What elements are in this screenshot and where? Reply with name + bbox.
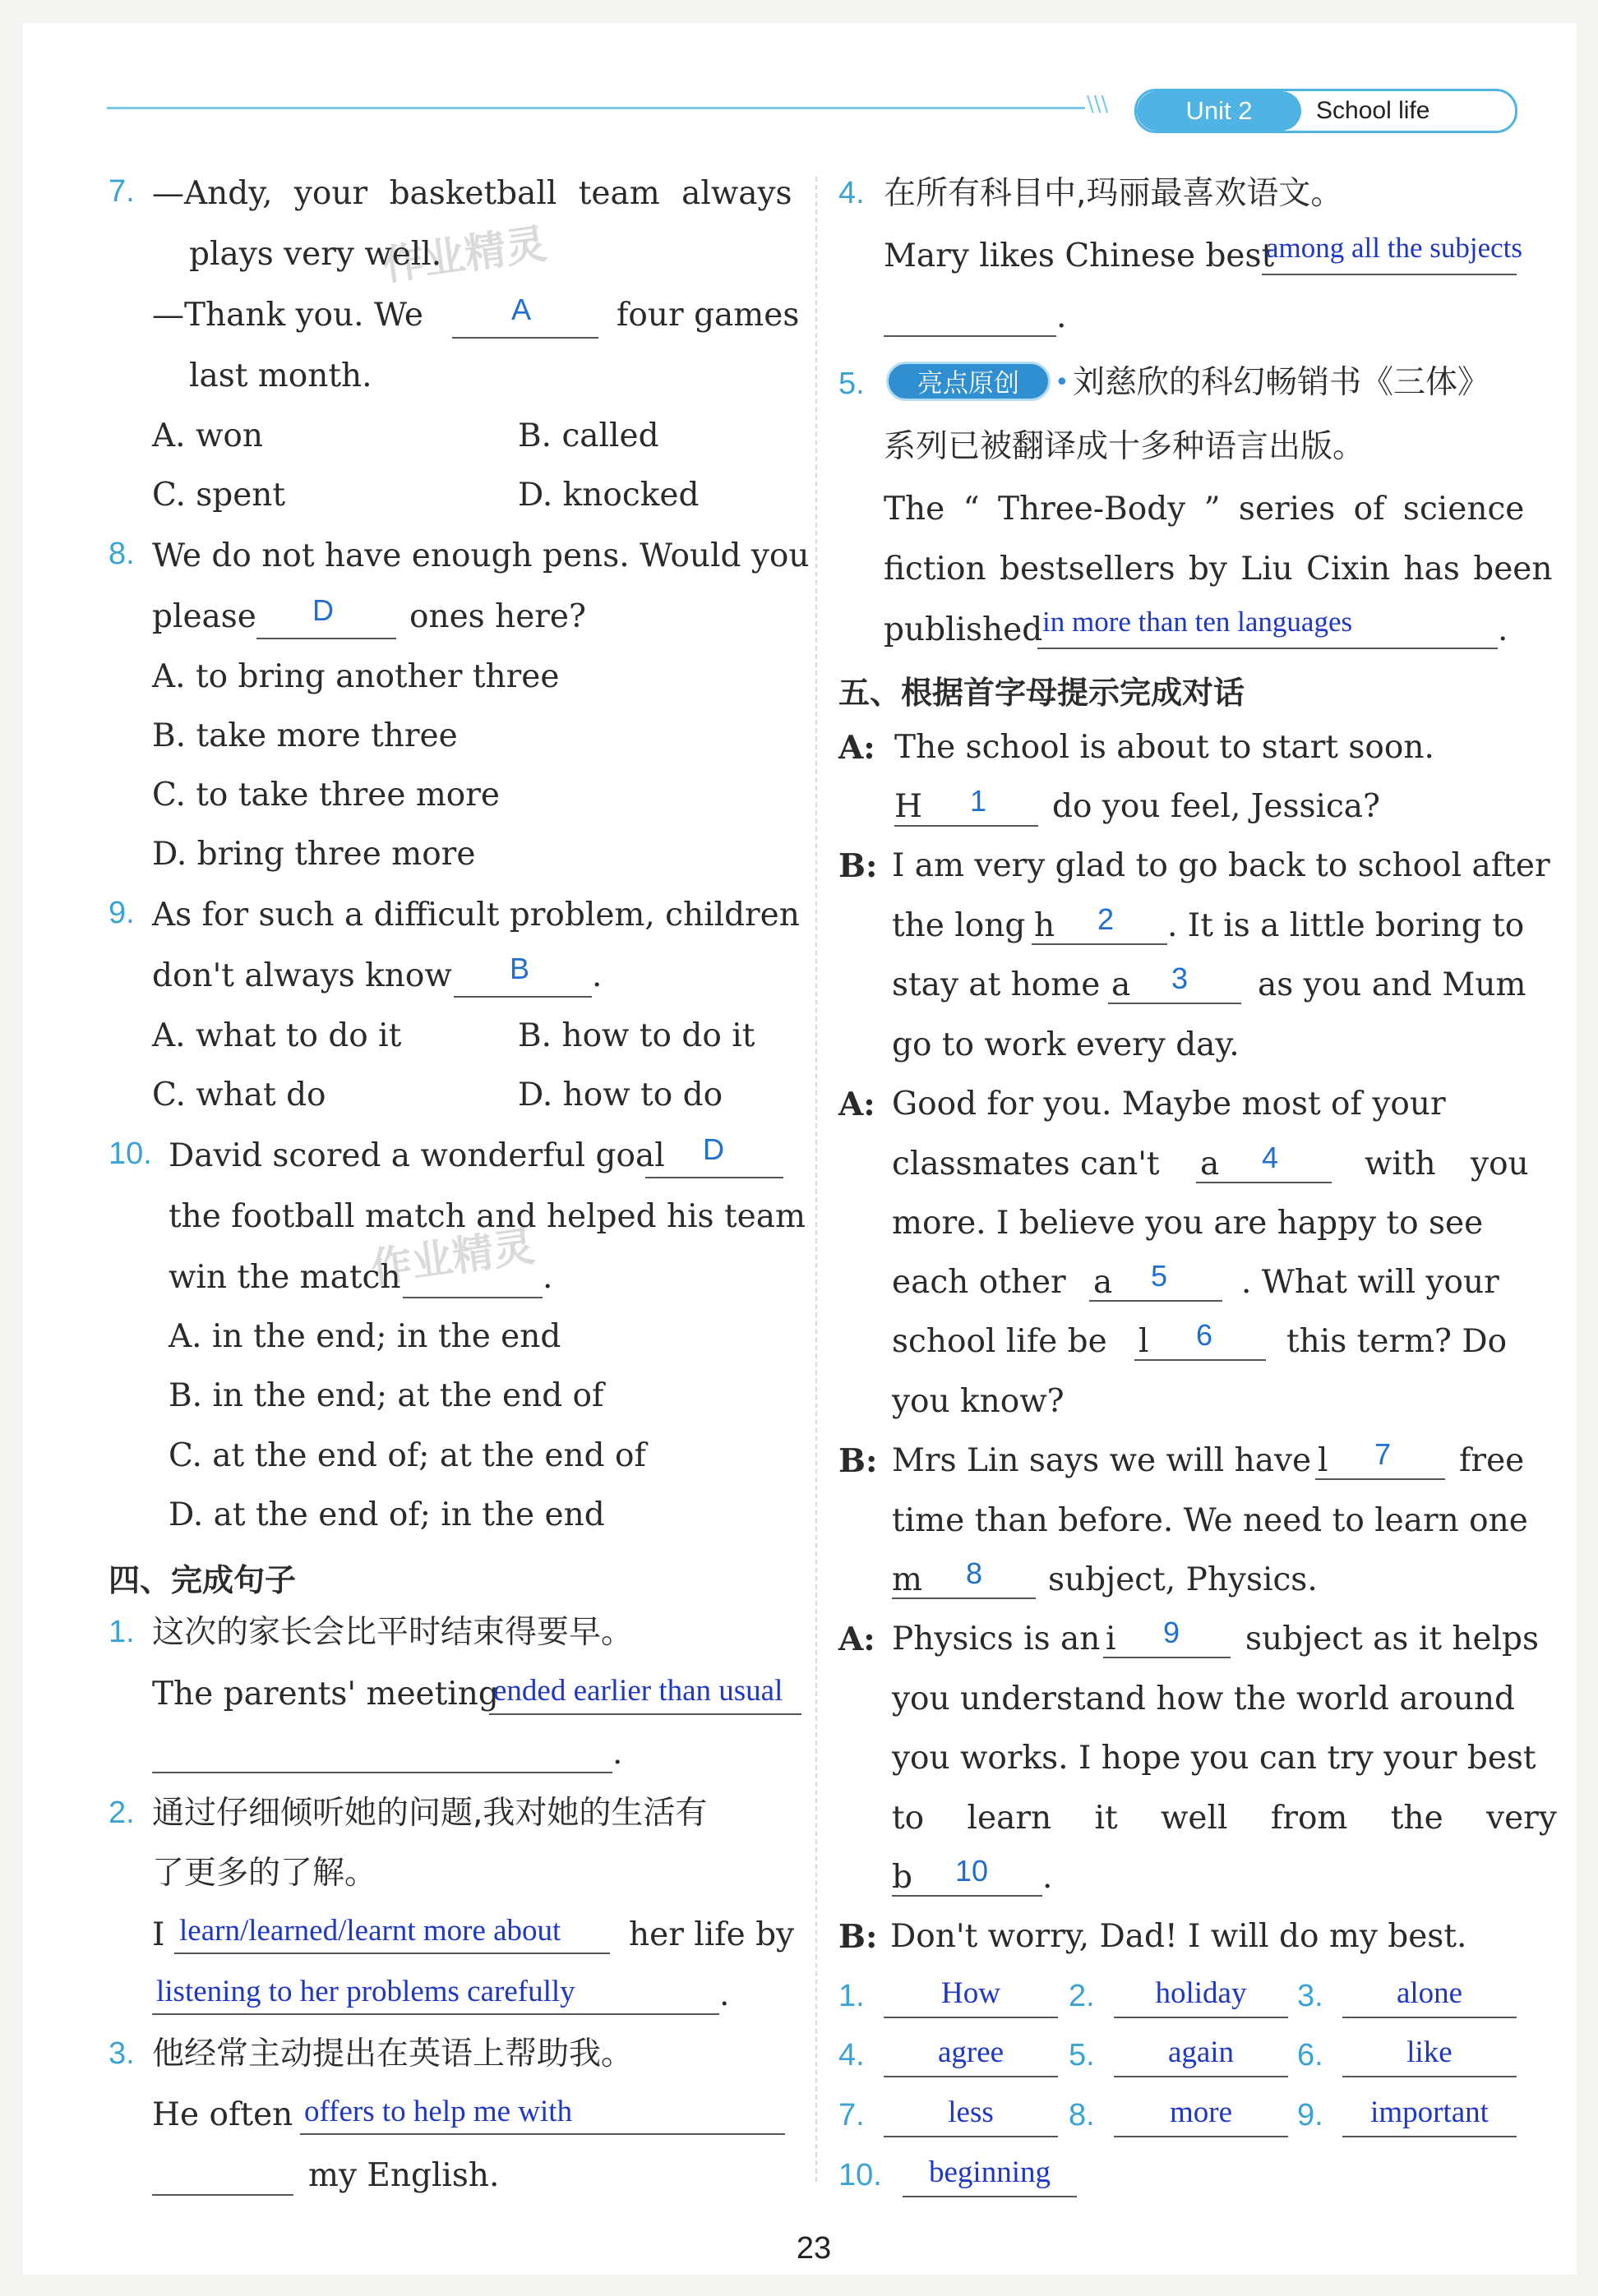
dialogue-text: school life be bbox=[892, 1323, 1107, 1360]
speaker-label: B: bbox=[838, 1442, 878, 1480]
question-text: —Andy, your basketball team always bbox=[152, 175, 792, 212]
question-text: . bbox=[543, 1259, 553, 1296]
answer-key-number: 3. bbox=[1297, 1979, 1323, 2013]
blank-number: 1 bbox=[970, 784, 987, 818]
column-divider bbox=[815, 177, 817, 2182]
filled-answer: among all the subjects bbox=[1266, 232, 1523, 264]
dialogue-text: l bbox=[1138, 1323, 1149, 1360]
filled-answer: ended earlier than usual bbox=[493, 1674, 783, 1708]
dialogue-text: Don't worry, Dad! I will do my best. bbox=[890, 1918, 1467, 1955]
dialogue-text: H bbox=[894, 788, 923, 825]
answer-blank bbox=[489, 1713, 801, 1715]
answer-blank bbox=[1114, 2017, 1288, 2018]
question-text: . bbox=[1498, 611, 1508, 648]
speaker-label: A: bbox=[838, 1621, 875, 1658]
option-d: D. at the end of; in the end bbox=[169, 1496, 605, 1533]
question-text: As for such a difficult problem, children bbox=[152, 897, 800, 934]
option-c: C. to take three more bbox=[152, 777, 501, 814]
question-text: plays very well. bbox=[189, 236, 442, 273]
unit-label: Unit 2 bbox=[1137, 91, 1301, 131]
answer-blank bbox=[1262, 274, 1517, 275]
dialogue-text: stay at home bbox=[892, 966, 1101, 1003]
question-number: 7. bbox=[109, 174, 135, 209]
answer-blank bbox=[884, 2017, 1058, 2018]
question-number: 5. bbox=[838, 367, 865, 401]
speaker-label: B: bbox=[838, 847, 878, 885]
dialogue-text: do you feel, Jessica? bbox=[1052, 788, 1380, 825]
question-text: . bbox=[612, 1735, 623, 1772]
question-text: He often bbox=[152, 2096, 293, 2133]
question-text: . bbox=[1056, 298, 1067, 335]
dialogue-text: Good for you. Maybe most of your bbox=[892, 1086, 1446, 1123]
dialogue-text: a bbox=[1093, 1264, 1113, 1301]
answer-blank bbox=[1342, 2076, 1517, 2077]
answer-key-word: more bbox=[1169, 2095, 1233, 2129]
dialogue-text: l bbox=[1318, 1442, 1328, 1479]
filled-answer: D bbox=[312, 593, 334, 627]
dialogue-text: as you and Mum bbox=[1258, 966, 1526, 1003]
option-d: D. knocked bbox=[518, 477, 700, 514]
blank-number: 7 bbox=[1374, 1437, 1392, 1471]
original-badge: 亮点原创 bbox=[886, 362, 1051, 401]
dialogue-text: free bbox=[1459, 1442, 1525, 1479]
unit-header-pill bbox=[1134, 89, 1517, 133]
answer-key-word: How bbox=[941, 1976, 1000, 2010]
option-c: C. what do bbox=[152, 1077, 326, 1113]
chinese-prompt: 通过仔细倾听她的问题,我对她的生活有 bbox=[152, 1795, 708, 1832]
answer-blank bbox=[903, 2196, 1077, 2197]
dialogue-text: The school is about to start soon. bbox=[894, 729, 1434, 766]
dialogue-text: i bbox=[1106, 1621, 1116, 1657]
filled-answer: in more than ten languages bbox=[1042, 606, 1353, 638]
chinese-prompt: 刘慈欣的科幻畅销书《三体》 bbox=[1073, 364, 1490, 401]
answer-key-number: 1. bbox=[838, 1979, 865, 2013]
dialogue-text: to learn it well from the very bbox=[892, 1800, 1557, 1837]
answer-blank bbox=[1315, 1478, 1445, 1480]
question-text: fiction bestsellers by Liu Cixin has been bbox=[884, 551, 1553, 588]
answer-blank bbox=[1114, 2136, 1288, 2137]
answer-key-word: important bbox=[1370, 2095, 1489, 2129]
answer-blank bbox=[1114, 2076, 1288, 2077]
answer-blank bbox=[1037, 648, 1498, 649]
question-text: We do not have enough pens. Would you bbox=[152, 537, 810, 574]
answer-blank bbox=[454, 996, 592, 998]
answer-key-word: holiday bbox=[1155, 1976, 1247, 2010]
answer-blank bbox=[403, 1297, 543, 1298]
dialogue-text: time than before. We need to learn one bbox=[892, 1502, 1528, 1539]
question-text: I bbox=[152, 1916, 165, 1953]
answer-blank bbox=[894, 825, 1038, 827]
filled-answer: learn/learned/learnt more about bbox=[179, 1914, 561, 1948]
filled-answer: D bbox=[703, 1132, 724, 1166]
answer-blank bbox=[892, 1598, 1036, 1599]
answer-key-number: 7. bbox=[838, 2098, 865, 2132]
question-number: 3. bbox=[109, 2036, 135, 2071]
answer-blank bbox=[645, 1177, 783, 1178]
option-c: C. at the end of; at the end of bbox=[169, 1437, 646, 1474]
filled-answer: B bbox=[510, 952, 530, 985]
question-text: . bbox=[592, 957, 603, 994]
header-rule bbox=[107, 107, 1085, 109]
unit-title: School life bbox=[1316, 97, 1430, 124]
dialogue-text: Physics is an bbox=[892, 1621, 1101, 1657]
answer-blank bbox=[884, 2076, 1058, 2077]
question-text: . bbox=[719, 1976, 730, 2013]
dialogue-text: . bbox=[1042, 1859, 1053, 1896]
option-b: B. take more three bbox=[152, 717, 458, 754]
dialogue-text: you understand how the world around bbox=[892, 1681, 1515, 1717]
dialogue-text: with you bbox=[1365, 1146, 1529, 1183]
question-text: please bbox=[152, 598, 256, 635]
dialogue-text: go to work every day. bbox=[892, 1026, 1240, 1063]
blank-number: 3 bbox=[1171, 961, 1189, 995]
watermark-logo: 作业精灵 bbox=[367, 1222, 538, 1293]
answer-blank bbox=[152, 2013, 719, 2015]
question-text: David scored a wonderful goal bbox=[169, 1137, 665, 1174]
answer-key-number: 9. bbox=[1297, 2098, 1323, 2132]
answer-key-number: 8. bbox=[1069, 2098, 1095, 2132]
answer-key-number: 6. bbox=[1297, 2038, 1323, 2072]
dialogue-text: you know? bbox=[892, 1383, 1065, 1420]
question-text: ones here? bbox=[409, 598, 586, 635]
answer-blank bbox=[174, 1953, 610, 1954]
page-number: 23 bbox=[796, 2231, 832, 2266]
question-text: published bbox=[884, 611, 1043, 648]
section-heading: 五、根据首字母提示完成对话 bbox=[838, 675, 1245, 711]
answer-blank bbox=[452, 337, 598, 339]
chinese-prompt: 在所有科目中,玛丽最喜欢语文。 bbox=[884, 175, 1343, 212]
answer-blank bbox=[300, 2133, 785, 2135]
section-heading: 四、完成句子 bbox=[109, 1562, 297, 1598]
dialogue-text: . It is a little boring to bbox=[1167, 907, 1525, 944]
dialogue-text: Mrs Lin says we will have bbox=[892, 1442, 1312, 1479]
answer-key-number: 2. bbox=[1069, 1979, 1095, 2013]
dialogue-text: each other bbox=[892, 1264, 1066, 1301]
option-a: A. what to do it bbox=[152, 1017, 402, 1054]
watermark-logo: 作业精灵 bbox=[380, 219, 550, 290]
answer-blank bbox=[1134, 1359, 1266, 1361]
dialogue-text: . What will your bbox=[1241, 1264, 1499, 1301]
question-number: 4. bbox=[838, 176, 865, 210]
option-a: A. won bbox=[152, 417, 263, 454]
answer-blank bbox=[1089, 1300, 1222, 1302]
answer-key-word: alone bbox=[1396, 1976, 1463, 2010]
dialogue-text: m bbox=[892, 1561, 922, 1598]
answer-key-number: 5. bbox=[1069, 2038, 1095, 2072]
dialogue-text: more. I believe you are happy to see bbox=[892, 1205, 1484, 1242]
filled-answer: A bbox=[511, 293, 532, 326]
option-c: C. spent bbox=[152, 477, 286, 514]
question-number: 1. bbox=[109, 1615, 135, 1649]
answer-blank bbox=[152, 1772, 612, 1773]
answer-blank bbox=[256, 638, 396, 639]
answer-blank bbox=[1108, 1003, 1241, 1004]
question-number: 10. bbox=[109, 1136, 152, 1171]
answer-blank bbox=[892, 1895, 1042, 1897]
blank-number: 10 bbox=[955, 1854, 989, 1888]
answer-blank bbox=[1103, 1657, 1231, 1658]
header-rule-ticks: \\\ bbox=[1087, 92, 1109, 117]
question-text: last month. bbox=[189, 357, 372, 394]
filled-answer: offers to help me with bbox=[304, 2095, 573, 2128]
question-text: the football match and helped his team bbox=[169, 1198, 806, 1235]
chinese-prompt: 系列已被翻译成十多种语言出版。 bbox=[884, 428, 1365, 465]
question-number: 2. bbox=[109, 1796, 135, 1830]
question-text: The parents' meeting bbox=[152, 1676, 499, 1713]
dialogue-text: b bbox=[892, 1859, 912, 1896]
blank-number: 4 bbox=[1262, 1141, 1279, 1174]
option-a: A. to bring another three bbox=[152, 658, 560, 695]
blank-number: 8 bbox=[966, 1556, 983, 1590]
dialogue-text: subject as it helps bbox=[1245, 1621, 1540, 1657]
answer-blank bbox=[1342, 2017, 1517, 2018]
question-text: my English. bbox=[308, 2157, 500, 2194]
answer-key-number: 10. bbox=[838, 2158, 882, 2192]
question-number: 8. bbox=[109, 537, 135, 571]
answer-blank bbox=[884, 2136, 1058, 2137]
dialogue-text: I am very glad to go back to school after bbox=[892, 847, 1550, 884]
answer-key-word: like bbox=[1406, 2036, 1453, 2069]
option-d: D. bring three more bbox=[152, 836, 476, 873]
question-text: win the match bbox=[169, 1259, 401, 1296]
chinese-prompt: 他经常主动提出在英语上帮助我。 bbox=[152, 2036, 634, 2072]
dialogue-text: classmates can't bbox=[892, 1146, 1160, 1183]
speaker-label: B: bbox=[838, 1918, 878, 1956]
answer-key-word: agree bbox=[937, 2036, 1005, 2069]
question-text: Mary likes Chinese best bbox=[884, 237, 1275, 274]
answer-key-word: beginning bbox=[929, 2155, 1051, 2189]
option-b: B. in the end; at the end of bbox=[169, 1377, 604, 1414]
option-b: B. how to do it bbox=[518, 1017, 755, 1054]
option-a: A. in the end; in the end bbox=[169, 1318, 561, 1355]
filled-answer: listening to her problems carefully bbox=[156, 1975, 575, 2008]
badge-dot-icon: • bbox=[1055, 368, 1069, 397]
option-b: B. called bbox=[518, 417, 659, 454]
answer-blank bbox=[1196, 1182, 1332, 1183]
dialogue-text: this term? Do bbox=[1286, 1323, 1508, 1360]
chinese-prompt: 这次的家长会比平时结束得要早。 bbox=[152, 1614, 634, 1651]
question-text: her life by bbox=[629, 1916, 795, 1953]
dialogue-text: a bbox=[1200, 1146, 1220, 1183]
blank-number: 6 bbox=[1196, 1318, 1213, 1352]
speaker-label: A: bbox=[838, 1086, 875, 1123]
dialogue-text: a bbox=[1111, 966, 1131, 1003]
blank-number: 5 bbox=[1151, 1259, 1168, 1293]
answer-blank bbox=[152, 2194, 293, 2196]
question-text: The “ Three-Body ” series of science bbox=[884, 491, 1525, 528]
chinese-prompt: 了更多的了解。 bbox=[152, 1855, 377, 1892]
dialogue-text: subject, Physics. bbox=[1048, 1561, 1318, 1598]
option-d: D. how to do bbox=[518, 1077, 723, 1113]
question-text: don't always know bbox=[152, 957, 452, 994]
blank-number: 9 bbox=[1163, 1616, 1180, 1649]
dialogue-text: the long bbox=[892, 907, 1026, 944]
answer-blank bbox=[884, 335, 1056, 337]
blank-number: 2 bbox=[1097, 902, 1115, 936]
speaker-label: A: bbox=[838, 729, 875, 767]
dialogue-text: h bbox=[1034, 907, 1055, 944]
answer-key-number: 4. bbox=[838, 2038, 865, 2072]
question-text: four games bbox=[617, 297, 800, 334]
question-text: —Thank you. We bbox=[152, 297, 423, 334]
answer-blank bbox=[1032, 943, 1167, 945]
dialogue-text: you works. I hope you can try your best bbox=[892, 1740, 1536, 1777]
answer-key-word: less bbox=[948, 2095, 994, 2129]
question-number: 9. bbox=[109, 896, 135, 930]
answer-blank bbox=[1342, 2136, 1517, 2137]
answer-key-word: again bbox=[1167, 2036, 1235, 2069]
